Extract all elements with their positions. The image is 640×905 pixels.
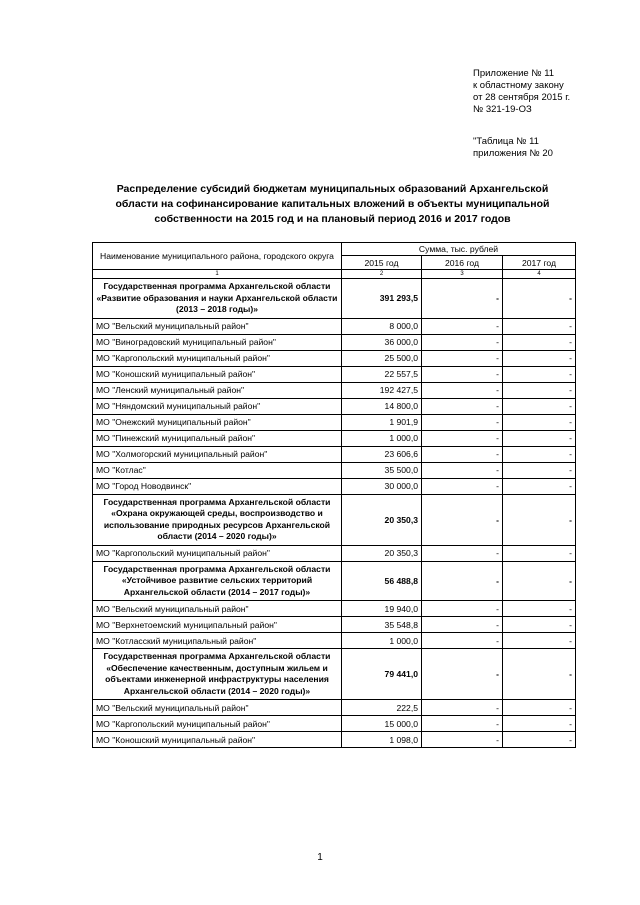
value-2015: 1 000,0 (342, 430, 422, 446)
table-row (93, 617, 576, 633)
column-number: 4 (503, 270, 576, 279)
annex-header (473, 68, 570, 160)
column-number: 2 (342, 270, 422, 279)
table-row (93, 350, 576, 366)
value-2016: - (422, 398, 503, 414)
program-row (93, 494, 576, 545)
value-2015: 20 350,3 (342, 545, 422, 561)
value-2015: 391 293,5 (342, 279, 422, 319)
municipality-name: МО "Виноградовский муниципальный район" (93, 334, 342, 350)
value-2017: - (503, 478, 576, 494)
value-2017: - (503, 398, 576, 414)
table-row (93, 382, 576, 398)
value-2016: - (422, 350, 503, 366)
municipality-name: МО "Город Новодвинск" (93, 478, 342, 494)
value-2016: - (422, 700, 503, 716)
table-row (93, 732, 576, 748)
value-2017: - (503, 382, 576, 398)
value-2016: - (422, 633, 503, 649)
value-2015: 30 000,0 (342, 478, 422, 494)
value-2015: 1 098,0 (342, 732, 422, 748)
value-2017: - (503, 649, 576, 700)
value-2017: - (503, 318, 576, 334)
value-2016: - (422, 318, 503, 334)
value-2016: - (422, 494, 503, 545)
value-2016: - (422, 382, 503, 398)
value-2016: - (422, 732, 503, 748)
municipality-name: МО "Ленский муниципальный район" (93, 382, 342, 398)
municipality-name: МО "Вельский муниципальный район" (93, 601, 342, 617)
value-2015: 35 548,8 (342, 617, 422, 633)
value-2016: - (422, 716, 503, 732)
value-2017: - (503, 494, 576, 545)
value-2015: 25 500,0 (342, 350, 422, 366)
value-2015: 79 441,0 (342, 649, 422, 700)
header-year: 2016 год (422, 256, 503, 270)
value-2017: - (503, 732, 576, 748)
value-2017: - (503, 716, 576, 732)
value-2015: 23 606,6 (342, 446, 422, 462)
value-2015: 14 800,0 (342, 398, 422, 414)
value-2017: - (503, 545, 576, 561)
document-title (95, 182, 570, 227)
municipality-name: МО "Вельский муниципальный район" (93, 318, 342, 334)
value-2015: 35 500,0 (342, 462, 422, 478)
title-line: области на софинансирование капитальных вложений в объекты муниципальной (115, 198, 550, 210)
value-2016: - (422, 430, 503, 446)
header-year: 2015 год (342, 256, 422, 270)
subsidy-table (92, 242, 576, 748)
value-2016: - (422, 545, 503, 561)
value-2015: 20 350,3 (342, 494, 422, 545)
value-2015: 8 000,0 (342, 318, 422, 334)
program-row (93, 649, 576, 700)
municipality-name: МО "Каргопольский муниципальный район" (93, 716, 342, 732)
municipality-name: МО "Пинежский муниципальный район" (93, 430, 342, 446)
municipality-name: МО "Онежский муниципальный район" (93, 414, 342, 430)
value-2015: 56 488,8 (342, 561, 422, 601)
value-2016: - (422, 617, 503, 633)
title-line: собственности на 2015 год и на плановый период 2016 и 2017 годов (154, 213, 511, 225)
title-line: Распределение субсидий бюджетам муниципальных образований Архангельской (116, 183, 549, 195)
value-2016: - (422, 279, 503, 319)
municipality-name: МО "Вельский муниципальный район" (93, 700, 342, 716)
table-row (93, 334, 576, 350)
value-2017: - (503, 700, 576, 716)
municipality-name: МО "Верхнетоемский муниципальный район" (93, 617, 342, 633)
header-year: 2017 год (503, 256, 576, 270)
table-row (93, 446, 576, 462)
municipality-name: МО "Каргопольский муниципальный район" (93, 545, 342, 561)
table-row (93, 478, 576, 494)
municipality-name: МО "Коношский муниципальный район" (93, 732, 342, 748)
column-number: 3 (422, 270, 503, 279)
table-row (93, 716, 576, 732)
table-ref-line: приложения № 20 (473, 148, 553, 159)
value-2017: - (503, 462, 576, 478)
header-name: Наименование муниципального района, городского округа (93, 243, 342, 270)
value-2017: - (503, 601, 576, 617)
annex-line: № 321-19-ОЗ (473, 104, 532, 115)
value-2016: - (422, 478, 503, 494)
value-2015: 1 000,0 (342, 633, 422, 649)
table-ref-line: "Таблица № 11 (473, 136, 539, 147)
value-2016: - (422, 561, 503, 601)
value-2015: 36 000,0 (342, 334, 422, 350)
table-row (93, 633, 576, 649)
table-row (93, 414, 576, 430)
table-row (93, 545, 576, 561)
municipality-name: МО "Каргопольский муниципальный район" (93, 350, 342, 366)
value-2017: - (503, 430, 576, 446)
table-row (93, 430, 576, 446)
value-2016: - (422, 649, 503, 700)
value-2017: - (503, 350, 576, 366)
municipality-name: МО "Коношский муниципальный район" (93, 366, 342, 382)
municipality-name: МО "Няндомский муниципальный район" (93, 398, 342, 414)
value-2017: - (503, 446, 576, 462)
table-row (93, 318, 576, 334)
program-name: Государственная программа Архангельской области «Обеспечение качественным, доступным жильем и объектами инженерной инфраструктуры населения Архангельской области (2014 – 2020 годы)» (93, 649, 342, 700)
table-row (93, 398, 576, 414)
header-sum: Сумма, тыс. рублей (342, 243, 576, 256)
program-name: Государственная программа Архангельской области «Развитие образования и науки Архангельской области (2013 – 2018 годы)» (93, 279, 342, 319)
page-number: 1 (317, 852, 323, 863)
municipality-name: МО "Холмогорский муниципальный район" (93, 446, 342, 462)
table-row (93, 700, 576, 716)
value-2017: - (503, 279, 576, 319)
program-row (93, 279, 576, 319)
program-name: Государственная программа Архангельской области «Устойчивое развитие сельских территорий Архангельской области (2014 – 2017 годы)» (93, 561, 342, 601)
annex-line: Приложение № 11 (473, 68, 555, 79)
value-2017: - (503, 633, 576, 649)
value-2015: 15 000,0 (342, 716, 422, 732)
value-2017: - (503, 617, 576, 633)
table-row (93, 366, 576, 382)
value-2015: 1 901,9 (342, 414, 422, 430)
value-2015: 222,5 (342, 700, 422, 716)
value-2017: - (503, 414, 576, 430)
value-2016: - (422, 446, 503, 462)
value-2016: - (422, 334, 503, 350)
value-2015: 192 427,5 (342, 382, 422, 398)
program-name: Государственная программа Архангельской области «Охрана окружающей среды, воспроизводство и использование природных ресурсов Архангельской области (2014 – 2020 годы)» (93, 494, 342, 545)
column-number: 1 (93, 270, 342, 279)
value-2017: - (503, 561, 576, 601)
value-2016: - (422, 414, 503, 430)
table-row (93, 462, 576, 478)
table-body (93, 279, 576, 748)
value-2016: - (422, 462, 503, 478)
value-2017: - (503, 366, 576, 382)
table-row (93, 601, 576, 617)
annex-line: от 28 сентября 2015 г. (473, 92, 571, 103)
value-2016: - (422, 366, 503, 382)
value-2016: - (422, 601, 503, 617)
value-2015: 19 940,0 (342, 601, 422, 617)
program-row (93, 561, 576, 601)
municipality-name: МО "Котлас" (93, 462, 342, 478)
annex-line: к областному закону (473, 80, 564, 91)
value-2017: - (503, 334, 576, 350)
value-2015: 22 557,5 (342, 366, 422, 382)
municipality-name: МО "Котласский муниципальный район" (93, 633, 342, 649)
